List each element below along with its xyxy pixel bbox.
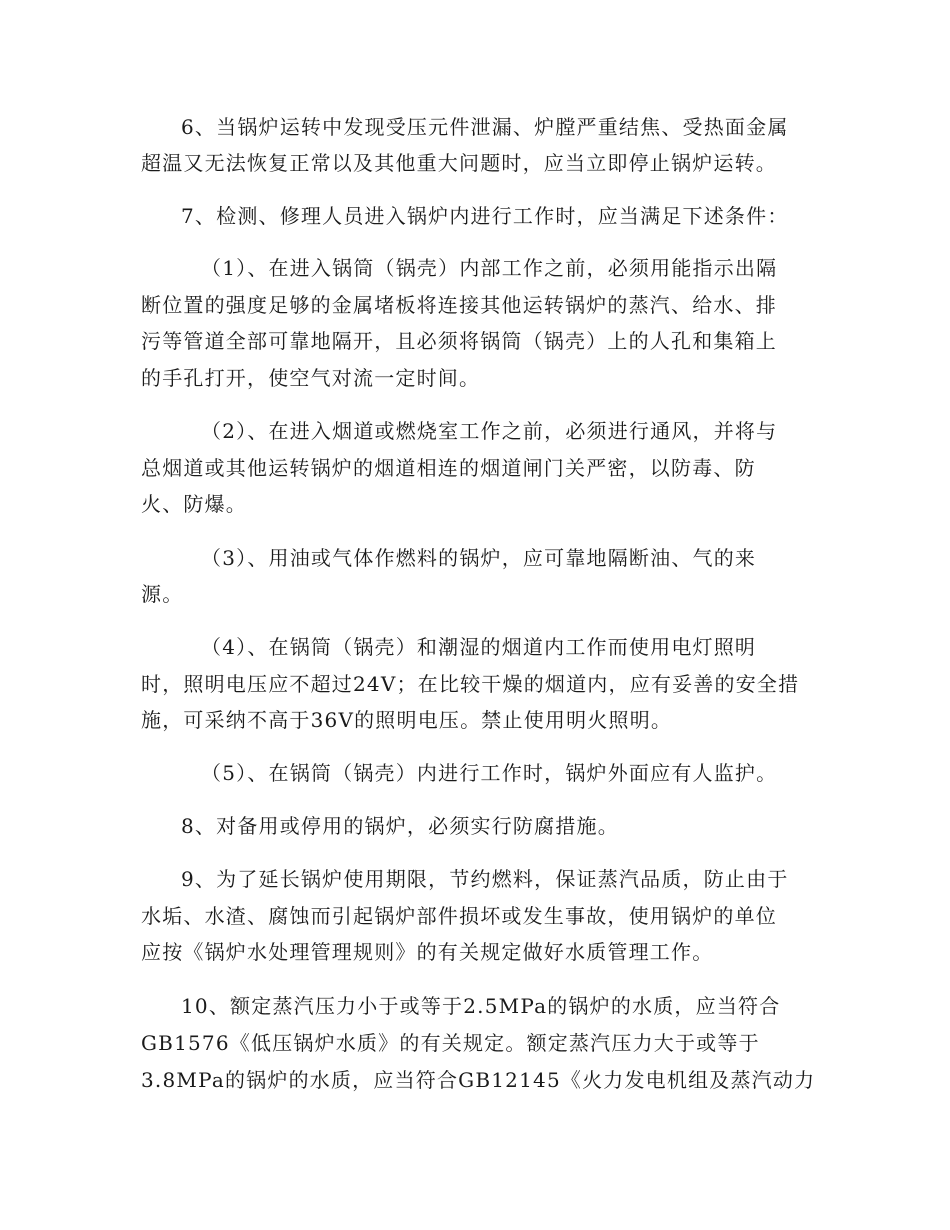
paragraph-10-line-3: 3.8MPa的锅炉的水质，应当符合GB12145《火力发电机组及蒸汽动力: [141, 1068, 816, 1092]
paragraph-6-line-1: 6、当锅炉运转中发现受压元件泄漏、炉膛严重结焦、受热面金属: [181, 115, 789, 139]
paragraph-9-line-3: 应按《锅炉水处理管理规则》的有关规定做好水质管理工作。: [141, 940, 714, 964]
paragraph-8-line-1: 8、对备用或停用的锅炉，必须实行防腐措施。: [181, 814, 619, 838]
paragraph-10-line-2: GB1576《低压锅炉水质》的有关规定。额定蒸汽压力大于或等于: [141, 1031, 760, 1055]
item-4-line-3: 施，可采纳不高于36V的照明电压。禁止使用明火照明。: [141, 708, 673, 732]
item-3-line-2: 源。: [141, 582, 184, 606]
paragraph-6-line-2: 超温又无法恢复正常以及其他重大问题时，应当立即停止锅炉运转。: [141, 151, 777, 175]
item-1-line-3: 污等管道全部可靠地隔开，且必须将锅筒（锅壳）上的人孔和集箱上: [141, 329, 777, 353]
item-1-line-2: 断位置的强度足够的金属堵板将连接其他运转锅炉的蒸汽、给水、排: [141, 293, 777, 317]
item-2-line-1: （2）、在进入烟道或燃烧室工作之前，必须进行通风，并将与: [201, 419, 778, 443]
paragraph-10-line-1: 10、额定蒸汽压力小于或等于2.5MPa的锅炉的水质，应当符合: [181, 994, 781, 1018]
item-4-line-1: （4）、在锅筒（锅壳）和潮湿的烟道内工作而使用电灯照明: [201, 635, 757, 659]
paragraph-9-line-2: 水垢、水渣、腐蚀而引起锅炉部件损坏或发生事故，使用锅炉的单位: [141, 904, 777, 928]
item-1-line-4: 的手孔打开，使空气对流一定时间。: [141, 366, 481, 390]
item-5-line-1: （5）、在锅筒（锅壳）内进行工作时，锅炉外面应有人监护。: [201, 761, 778, 785]
item-4-line-2: 时，照明电压应不超过24V；在比较干燥的烟道内，应有妥善的安全措: [141, 672, 800, 696]
paragraph-9-line-1: 9、为了延长锅炉使用期限，节约燃料，保证蒸汽品质，防止由于: [181, 867, 789, 891]
item-1-line-1: （1）、在进入锅筒（锅壳）内部工作之前，必须用能指示出隔: [201, 256, 778, 280]
item-3-line-1: （3）、用油或气体作燃料的锅炉，应可靠地隔断油、气的来: [201, 546, 757, 570]
item-2-line-2: 总烟道或其他运转锅炉的烟道相连的烟道闸门关严密，以防毒、防: [141, 456, 756, 480]
item-2-line-3: 火、防爆。: [141, 492, 247, 516]
paragraph-7-line-1: 7、检测、修理人员进入锅炉内进行工作时，应当满足下述条件：: [181, 204, 789, 228]
